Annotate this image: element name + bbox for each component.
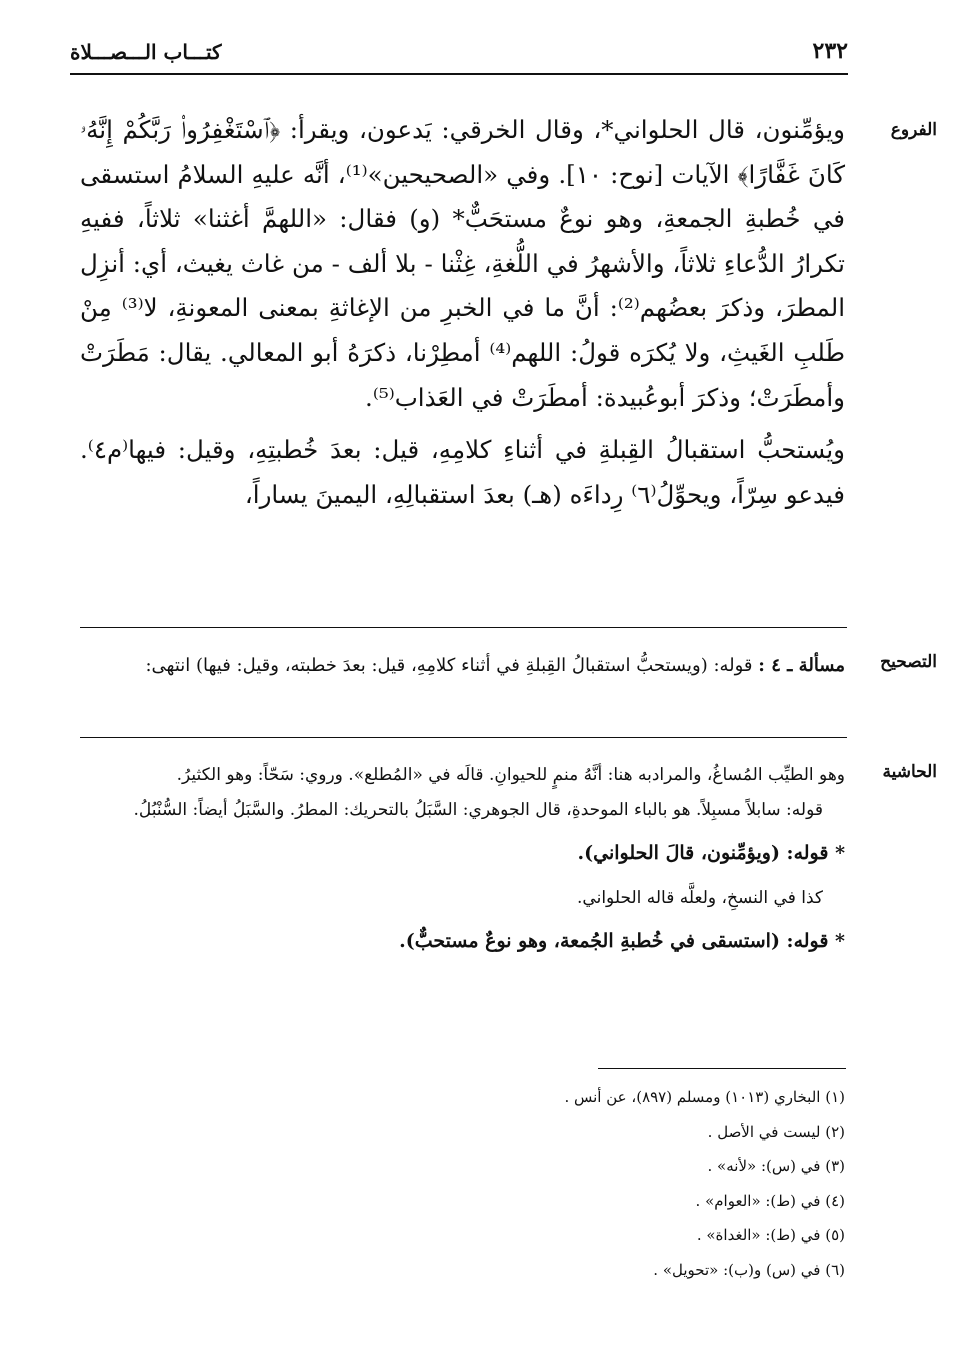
footnotes: [80, 1080, 845, 1287]
page-number: ٢٣٢: [812, 38, 848, 64]
footnote-rule: [598, 1068, 846, 1069]
hashiya-line-3: كذا في النسخِ، ولعلَّه قاله الحلواني.: [577, 888, 823, 908]
furoo-text: [80, 108, 845, 517]
footnote-6: (٦) في (س) و(ب): «تحويل» .: [653, 1260, 845, 1279]
footnote-4: (٤) في (ط): «العوام» .: [695, 1191, 845, 1210]
hashiya-text: [80, 758, 845, 969]
furoo-paragraph-1: ويؤمِّنون، قال الحلواني*، وقال الخرقي: يَدعون، ويقرأ: ﴿ٱسْتَغْفِرُوا۟ رَبَّكُمْ إِنَّهُۥ كَانَ غَفَّارًا﴾ الآيات [نوح: ١٠]. وفي «الصحيحين»⁽¹⁾، أنَّه عليهِ السلامُ استسقى في خُطبةِ الجمعةِ، وهو نوعٌ مستحَبٌّ* (و) فقال: «اللهمَّ أغثنا» ثلاثاً، ففيهِ تكرارُ الدُّعاءِ ثلاثاً، والأشهرُ في اللُّغةِ، غِثْنا - بلا ألف - من غاث يغيث، أي: أنزِل المطرَ، وذكرَ بعضُهم⁽²⁾: أنَّ ما في الخبرِ من الإغاثةِ بمعنى المعونةِ، لا⁽³⁾ مِنْ طَلبِ الغَيثِ، ولا يُكرَه قولُ: اللهم⁽⁴⁾ أمطِرْنا، ذكرَهُ أبو المعالي. يقال: مَطَرَتْ وأمطَرَتْ؛ وذكرَ أبوعُبيدة: أمطَرَتْ في العَذاب⁽⁵⁾.: [80, 115, 845, 412]
hashiya-line-1: وهو الطيِّب المُساغُ، والمرادبه هنا: أنَّهُ منمٍ للحيوانِ. قالَه في «المُطلع». وروي: سَحّاً: وهو الكثيرُ.: [176, 765, 845, 785]
footnote-2: (٢) ليست في الأصل .: [707, 1122, 845, 1141]
tasheeh-heading: مسألة ـ ٤ :: [758, 655, 845, 676]
section-label-furoo: الفروع: [890, 120, 937, 140]
hashiya-qawl-1: * قوله: (ويؤمِّنون، قالَ الحلواني).: [577, 842, 845, 864]
section-label-hashiya: الحاشية: [882, 762, 937, 782]
running-title: كتـــاب الـــصـــلاة: [70, 40, 222, 64]
footnote-1: (١) البخاري (١٠١٣) ومسلم (٨٩٧)، عن أنس .: [564, 1088, 845, 1106]
hashiya-line-2: قوله: سابلاً مسبِلاً. هو بالباء الموحدةِ، قال الجوهري: السَّبَلُ بالتحريك: المطرُ. والسَّبَلُ أيضاً: السُّنْبُلُ.: [133, 800, 823, 820]
footnote-3: (٣) في (س): «لأنه» .: [707, 1157, 845, 1175]
tasheeh-paragraph: [80, 648, 845, 684]
tasheeh-text: [80, 648, 845, 684]
header-rule: [70, 73, 848, 75]
page-header: [70, 38, 848, 72]
hashiya-qawl-2: * قوله: (استسقى في خُطبةِ الجُمعة، وهو نوعٌ مستحبٌّ).: [399, 930, 845, 952]
section-divider-hashiya: [80, 737, 847, 738]
section-label-tasheeh: التصحيح: [880, 652, 937, 672]
furoo-paragraph-2: ويُستحبُّ استقبالُ القِبلةِ في أثناءِ كلامِهِ، قيل: بعدَ خُطبتِهِ، وقيل: فيها⁽م٤⁾. فيدعو سِرّاً، ويحوِّلُ⁽٦⁾ رِداءَه (هـ) بعدَ استقبالِهِ، اليمينَ يساراً،: [80, 435, 845, 509]
section-divider-tasheeh: [80, 627, 847, 628]
footnote-5: (٥) في (ط): «الغداة» .: [696, 1226, 845, 1244]
tasheeh-body: قوله: (ويستحبُّ استقبالُ القِبلةِ في أثناء كلامِهِ، قيل: بعدَ خطبته، وقيل: فيها) انتهى:: [145, 655, 753, 676]
